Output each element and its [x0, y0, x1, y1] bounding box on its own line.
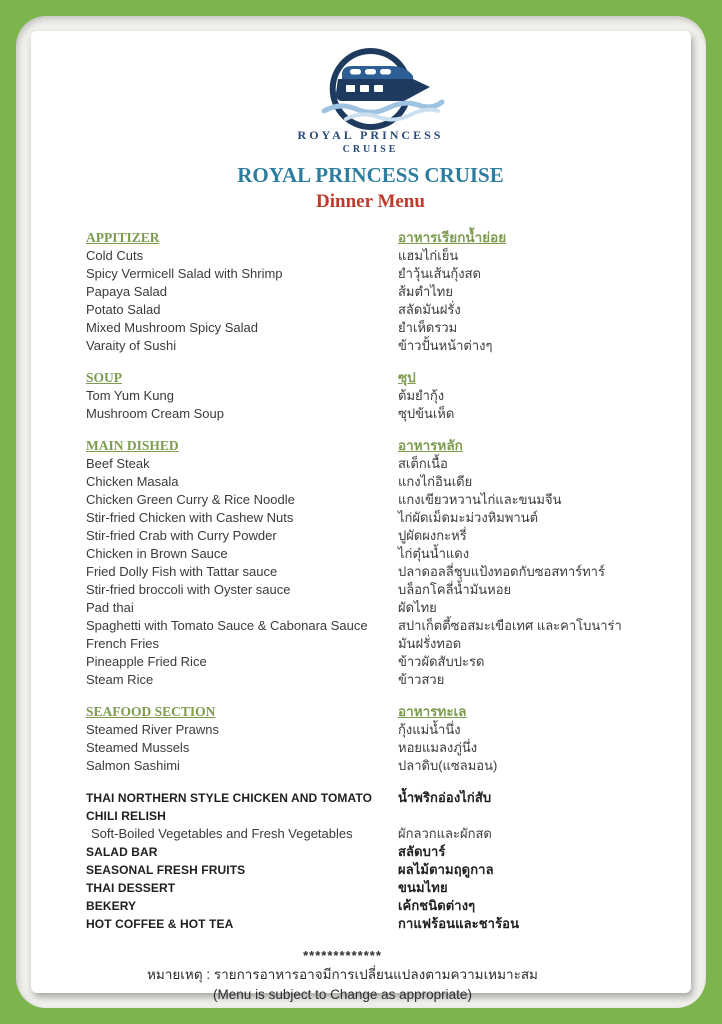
menu-item-row	[86, 635, 655, 653]
menu-item-row	[86, 387, 655, 405]
menu-item-name-en: BEKERY	[86, 899, 137, 913]
menu-item-name-en: Pad thai	[86, 600, 134, 615]
menu-item-name-en: Cold Cuts	[86, 248, 144, 263]
menu-item-row	[86, 405, 655, 423]
menu-item-row	[86, 599, 655, 617]
page-title: ROYAL PRINCESS CRUISE	[237, 163, 504, 187]
section-header-th: อาหารหลัก	[398, 438, 463, 453]
section-header-row	[86, 369, 655, 387]
section-header-en: MAIN DISHED	[86, 438, 179, 453]
menu-section	[86, 703, 655, 775]
section-header-en: SOUP	[86, 370, 123, 385]
menu-item-name-en: Steamed River Prawns	[86, 722, 219, 737]
menu-page	[31, 31, 691, 1002]
logo	[86, 49, 655, 155]
menu-item-name-en: Potato Salad	[86, 302, 161, 317]
menu-item-row	[86, 581, 655, 599]
footer-note-english: (Menu is subject to Change as appropriate)	[213, 987, 472, 1002]
menu-item-name-en: SEASONAL FRESH FRUITS	[86, 863, 246, 877]
menu-item-name-th: แกงเขียวหวานไก่และขนมจีน	[398, 492, 562, 507]
menu-item-row	[86, 283, 655, 301]
logo-wordmark-line2: CRUISE	[342, 144, 399, 155]
menu-item-name-en: Mushroom Cream Soup	[86, 406, 224, 421]
menu-item-name-en: SALAD BAR	[86, 845, 158, 859]
menu-item-name-th: ปลาดอลลี่ชุบแป้งทอดกับซอสทาร์ทาร์	[398, 564, 605, 579]
menu-item-name-th: สเต็กเนื้อ	[398, 456, 448, 471]
menu-section	[86, 369, 655, 423]
menu-item-row	[86, 319, 655, 337]
menu-item-row	[86, 721, 655, 739]
menu-item-name-en: Soft-Boiled Vegetables and Fresh Vegetables	[91, 826, 353, 841]
menu-item-name-th: สปาเก็ตตี้ซอสมะเขือเทศ และคาโบนาร่า	[398, 618, 622, 633]
menu-body	[86, 229, 655, 933]
menu-item-row	[86, 265, 655, 283]
menu-item-name-th: สลัดบาร์	[398, 844, 446, 859]
section-header-en: APPITIZER	[86, 230, 160, 245]
menu-item-name-en: Chicken Green Curry & Rice Noodle	[86, 492, 295, 507]
menu-item-name-th: ไก่ผัดเม็ดมะม่วงหิมพานต์	[398, 510, 539, 525]
menu-item-row	[86, 843, 655, 861]
menu-item-row	[86, 653, 655, 671]
logo-wordmark-line1: ROYAL PRINCESS	[297, 128, 444, 142]
menu-item-name-en: Spicy Vermicell Salad with Shrimp	[86, 266, 283, 281]
menu-item-row	[86, 757, 655, 775]
menu-item-name-th: ส้มตำไทย	[398, 284, 453, 299]
menu-item-row	[86, 545, 655, 563]
menu-item-name-th: ผักลวกและผักสด	[398, 826, 492, 841]
menu-item-row	[86, 473, 655, 491]
menu-item-name-th: ขนมไทย	[398, 880, 448, 895]
menu-item-name-en: Chicken in Brown Sauce	[86, 546, 228, 561]
menu-item-row	[86, 509, 655, 527]
menu-item-name-th: ยำเห็ดรวม	[398, 320, 458, 335]
menu-item-row	[86, 825, 655, 843]
menu-item-row	[86, 455, 655, 473]
menu-item-name-en: THAI DESSERT	[86, 881, 176, 895]
page-subtitle: Dinner Menu	[316, 191, 425, 212]
menu-item-name-th: แฮมไก่เย็น	[398, 248, 459, 263]
menu-card-mat	[16, 16, 706, 1008]
menu-item-row	[86, 739, 655, 757]
menu-item-name-en: French Fries	[86, 636, 159, 651]
menu-item-name-th: ยำวุ้นเส้นกุ้งสด	[398, 266, 481, 281]
menu-item-name-en: Stir-fried Chicken with Cashew Nuts	[86, 510, 294, 525]
menu-item-name-th: ข้าวสวย	[398, 672, 445, 687]
menu-item-name-th: กาแฟร้อนและชาร้อน	[398, 916, 520, 931]
section-header-row	[86, 229, 655, 247]
menu-item-row	[86, 879, 655, 897]
menu-item-row	[86, 527, 655, 545]
menu-item-name-en: Stir-fried Crab with Curry Powder	[86, 528, 277, 543]
menu-item-row	[86, 915, 655, 933]
menu-item-name-th: สลัดมันฝรั่ง	[398, 302, 461, 317]
menu-item-name-en: THAI NORTHERN STYLE CHICKEN AND TOMATO CHILI RELISH	[86, 791, 373, 823]
menu-item-row	[86, 247, 655, 265]
menu-item-name-th: ไก่ตุ๋นน้ำแดง	[398, 546, 470, 561]
menu-item-name-en: Papaya Salad	[86, 284, 167, 299]
menu-item-name-th: ข้าวปั้นหน้าต่างๆ	[398, 338, 493, 353]
section-header-th: อาหารเรียกน้ำย่อย	[398, 230, 507, 245]
menu-item-name-th: ปูผัดผงกะหรี่	[398, 528, 467, 543]
specials-section	[86, 789, 655, 933]
menu-item-name-en: Spaghetti with Tomato Sauce & Cabonara Sauce	[86, 618, 368, 633]
menu-item-row	[86, 337, 655, 355]
menu-item-row	[86, 897, 655, 915]
section-header-row	[86, 703, 655, 721]
separator-stars: *************	[303, 948, 382, 963]
menu-item-name-th: ผลไม้ตามฤดูกาล	[398, 862, 494, 877]
menu-item-name-en: Mixed Mushroom Spicy Salad	[86, 320, 258, 335]
menu-item-name-th: บล็อกโคลี่น้ำมันหอย	[398, 582, 512, 597]
menu-item-name-th: กุ้งแม่น้ำนึ่ง	[398, 722, 461, 737]
menu-item-name-en: HOT COFFEE & HOT TEA	[86, 917, 234, 931]
menu-item-row	[86, 563, 655, 581]
menu-item-name-th: ข้าวผัดสับปะรด	[398, 654, 485, 669]
section-header-th: อาหารทะเล	[398, 704, 467, 719]
cruise-ship-icon	[296, 49, 446, 129]
menu-item-name-th: มันฝรั่งทอด	[398, 636, 462, 651]
menu-item-name-en: Beef Steak	[86, 456, 150, 471]
menu-item-name-th: ปลาดิบ(แซลมอน)	[398, 758, 498, 773]
menu-footer	[58, 947, 627, 1005]
menu-item-name-en: Salmon Sashimi	[86, 758, 180, 773]
menu-section	[86, 437, 655, 689]
menu-item-name-th: ต้มยำกุ้ง	[398, 388, 445, 403]
footer-note-thai: หมายเหตุ : รายการอาหารอาจมีการเปลี่ยนแปลงตามความเหมาะสม	[147, 967, 538, 982]
section-header-th: ซุป	[398, 370, 416, 385]
menu-item-name-en: Steam Rice	[86, 672, 154, 687]
menu-item-name-en: Pineapple Fried Rice	[86, 654, 207, 669]
menu-item-name-en: Fried Dolly Fish with Tattar sauce	[86, 564, 278, 579]
menu-item-name-th: แกงไก่อินเดีย	[398, 474, 473, 489]
menu-item-name-th: หอยแมลงภู่นึ่ง	[398, 740, 478, 755]
menu-item-row	[86, 861, 655, 879]
menu-item-name-th: น้ำพริกอ่องไก่สับ	[398, 790, 492, 805]
menu-item-name-th: เค้กชนิดต่างๆ	[398, 898, 476, 913]
menu-item-name-th: ซุปข้นเห็ด	[398, 406, 455, 421]
menu-item-row	[86, 491, 655, 509]
menu-item-name-en: Steamed Mussels	[86, 740, 190, 755]
menu-item-row	[86, 617, 655, 635]
menu-item-row	[86, 671, 655, 689]
section-header-en: SEAFOOD SECTION	[86, 704, 216, 719]
menu-item-row	[86, 301, 655, 319]
section-header-row	[86, 437, 655, 455]
menu-item-name-en: Stir-fried broccoli with Oyster sauce	[86, 582, 291, 597]
menu-item-name-en: Chicken Masala	[86, 474, 179, 489]
menu-item-name-th: ผัดไทย	[398, 600, 437, 615]
menu-section	[86, 229, 655, 355]
menu-item-row	[86, 789, 655, 825]
menu-item-name-en: Tom Yum Kung	[86, 388, 174, 403]
menu-item-name-en: Varaity of Sushi	[86, 338, 177, 353]
